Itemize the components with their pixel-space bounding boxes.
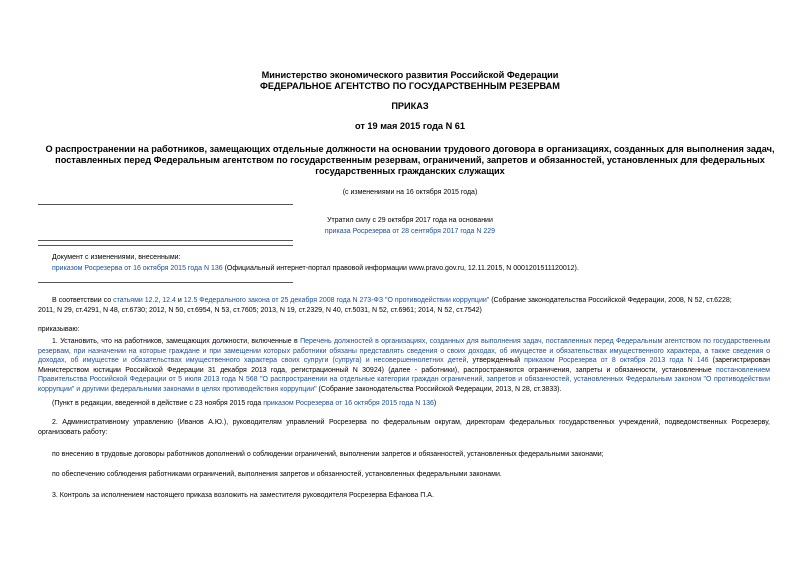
- articles-12-2-link[interactable]: статьями 12.2: [113, 297, 159, 304]
- changes-source: (Официальный интернет-портал правовой информации www.pravo.gov.ru, 12.11.2015, N 0001201511120012).: [222, 265, 579, 272]
- divider: [38, 204, 293, 205]
- resolution-568-link[interactable]: постановлением Правительства Российской Федерации от 5 июля 2013 года N 568 "О распространении на отдельные категории граждан ограничений, запретов и обязанностей, установленных Федеральным законом "О противодействии коррупции" и другими федеральными законами в целях противодействия коррупции": [38, 366, 770, 393]
- preamble-line-2: 2011, N 29, ст.4291, N 48, ст.6730; 2012, N 50, ст.6954, N 53, ст.7605; 2013, N 19, ст.2329, N 40, ст.5031, N 52, ст.6961; 2014, N 52, ст.7542): [38, 307, 482, 314]
- order-146-link[interactable]: приказом Росрезерва от 8 октября 2013 года N 146: [524, 357, 709, 365]
- item-2-a: по внесению в трудовые договоры работников дополнений о соблюдении ограничений, выполнении запретов и обязанностей, установленных федеральными законами;: [52, 451, 604, 458]
- expired-order-link[interactable]: приказа Росрезерва от 28 сентября 2017 года N 229: [324, 228, 496, 235]
- article-12-4-link[interactable]: 12.4: [162, 297, 176, 304]
- item-1-edit-note: (Пункт в редакции, введенной в действие с 23 ноября 2015 года приказом Росрезерва от 16 октября 2015 года N 136): [52, 400, 437, 407]
- document-date-number: от 19 мая 2015 года N 61: [355, 121, 465, 131]
- item-3: 3. Контроль за исполнением настоящего приказа возложить на заместителя руководителя Росрезерва Ефанова П.А.: [52, 492, 434, 499]
- changes-line: [52, 264, 579, 273]
- document-title-line-2: поставленных перед Федеральным агентством по государственным резервам, ограничений, запретов и обязанностей, установленных для федеральных: [55, 155, 765, 165]
- expired-note: Утратил силу с 29 октября 2017 года на основании: [327, 217, 493, 224]
- order-136-link[interactable]: приказом Росрезерва от 16 октября 2015 года N 136: [263, 400, 434, 407]
- federal-law-link[interactable]: 12.5 Федерального закона от 25 декабря 2008 года N 273-ФЗ "О противодействии коррупции": [183, 297, 490, 304]
- item-1: 1. Установить, что на работников, замещающих должности, включенные в Перечень должностей в организациях, созданных для выполнения задач, поставленных перед Федеральным агентством по государственным резервам, при назначении на которые граждане и при замещении которых работники обязаны представлять сведения о своих доходах, об имуществе и обязательствах имущественного характера, а также сведения о доходах, об имуществе и обязательствах имущественного характера своих супруги (супруга) и несовершеннолетних детей, утвержденный приказом Росрезерва от 8 октября 2013 года N 146 (зарегистрирован Министерством юстиции Российской Федерации 31 декабря 2013 года, регистрационный N 30924) (далее - работники), распространяются ограничения, запреты и обязанности, установленные постановлением Правительства Российской Федерации от 5 июля 2013 года N 568 "О распространении на отдельные категории граждан ограничений, запретов и обязанностей, установленных Федеральным законом "О противодействии коррупции" и другими федеральными законами в целях противодействия коррупции" (Собрание законодательства Российской Федерации, 2013, N 28, ст.3833).: [38, 338, 771, 393]
- item-2-b: по обеспечению соблюдения работниками ограничений, выполнения запретов и обязанностей, установленных федеральными законами.: [52, 471, 502, 478]
- divider: [38, 240, 293, 241]
- ministry-name: Министерство экономического развития Российской Федерации: [261, 70, 559, 80]
- document-title-line-1: О распространении на работников, замещающих отдельные должности на основании трудового договора в организациях, созданных для выполнения задач,: [45, 144, 775, 154]
- agency-name: ФЕДЕРАЛЬНОЕ АГЕНТСТВО ПО ГОСУДАРСТВЕННЫМ РЕЗЕРВАМ: [260, 81, 560, 91]
- revision-note: (с изменениями на 16 октября 2015 года): [342, 189, 478, 196]
- document-title-line-3: государственных гражданских служащих: [315, 166, 505, 176]
- changes-order-link[interactable]: приказом Росрезерва от 16 октября 2015 года N 136: [52, 265, 223, 272]
- positions-list-link[interactable]: Перечень должностей в организациях, созданных для выполнения задач, поставленных перед Федеральным агентством по государственным резервам, при назначении на которые граждане и при замещении которых работники обязаны представлять сведения о своих доходах, об имуществе и обязательствах имущественного характера, а также сведения о доходах, об имуществе и обязательствах имущественного характера своих супруги (супруга) и несовершеннолетних детей: [38, 338, 771, 365]
- changes-heading: Документ с изменениями, внесенными:: [52, 254, 181, 261]
- document-type: ПРИКАЗ: [391, 101, 429, 111]
- divider: [38, 282, 293, 283]
- order-word: приказываю:: [38, 326, 80, 333]
- preamble-line-1: В соответствии со статьями 12.2, 12.4 и 12.5 Федерального закона от 25 декабря 2008 года N 273-ФЗ "О противодействии коррупции" (Собрание законодательства Российской Федерации, 2008, N 52, ст.6228;: [52, 297, 732, 304]
- divider: [38, 245, 293, 246]
- item-2: 2. Административному управлению (Иванов А.Ю.), руководителям управлений Росрезерва по федеральным округам, директорам федеральных государственных учреждений, подведомственных Росрезерву, организовать работу:: [38, 419, 770, 436]
